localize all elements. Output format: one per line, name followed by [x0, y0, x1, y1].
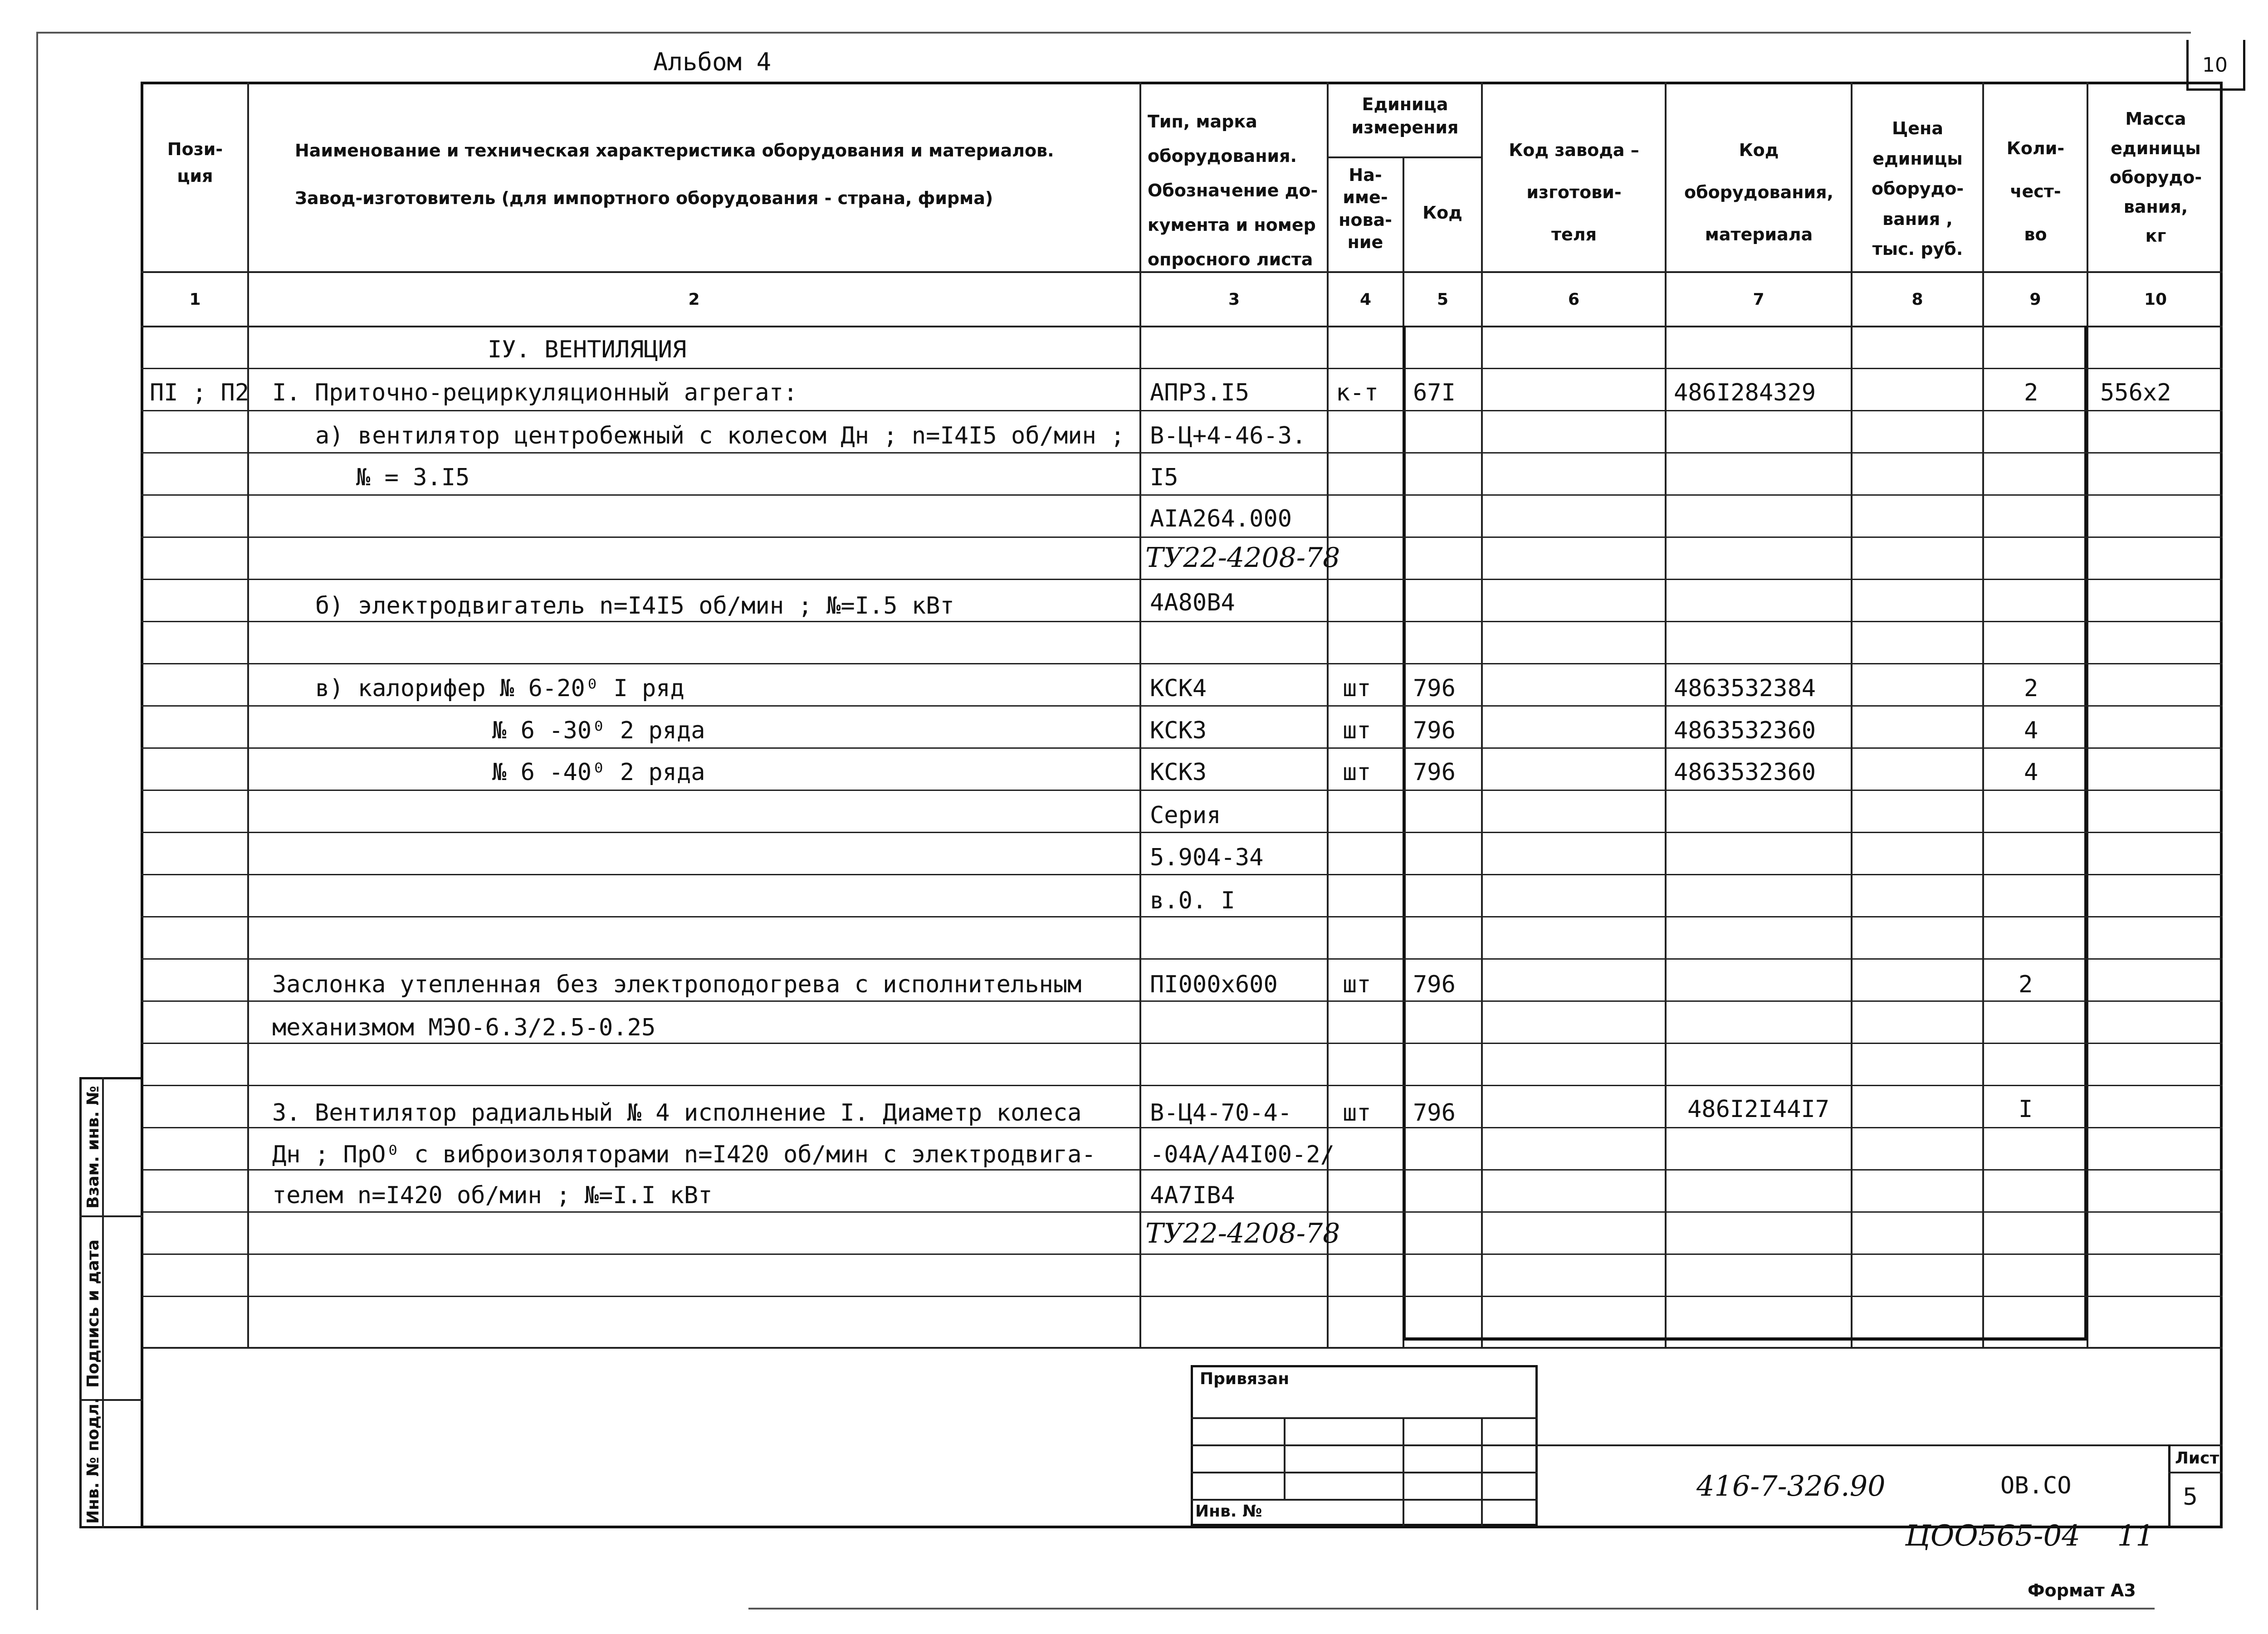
- row9-unit: шт: [1343, 717, 1371, 744]
- row1-mass: 556х2: [2100, 379, 2171, 406]
- outer-bottom-line: [748, 1608, 2155, 1610]
- footer-handwritten-code: ЦОО565-04 11: [1905, 1519, 2154, 1553]
- row9-code: 796: [1413, 717, 1456, 744]
- doc-mark: ОВ.СО: [2000, 1472, 2072, 1499]
- row6-name: б) электродвигатель n=I4I5 об/мин ; №=I.5 кВт: [315, 592, 954, 619]
- page-number: 10: [2202, 54, 2228, 77]
- row18-unit: шт: [1343, 1099, 1371, 1127]
- row-separator: [141, 1127, 2223, 1128]
- album-label: Альбом 4: [653, 48, 772, 76]
- sheet-box-line: [2168, 1472, 2223, 1473]
- row1-name: I. Приточно-рециркуляционный агрегат:: [272, 379, 798, 406]
- row10-equip-code: 4863532360: [1674, 759, 1816, 786]
- colnum-1: 1: [189, 290, 201, 309]
- colnum-6: 6: [1568, 290, 1580, 309]
- row4-type: AIA264.000: [1150, 505, 1292, 532]
- outer-top-line: [36, 32, 2191, 34]
- colnum-4: 4: [1359, 290, 1372, 309]
- section-title: IУ. ВЕНТИЛЯЦИЯ: [488, 336, 687, 363]
- row15-type: ПI000х600: [1150, 971, 1278, 998]
- row18-name: 3. Вентилятор радиальный № 4 исполнение I. Диаметр колеса: [272, 1099, 1082, 1127]
- row3-type: I5: [1150, 464, 1178, 491]
- row-separator: [141, 874, 2223, 875]
- row18-qty: I: [2019, 1096, 2033, 1123]
- row1-type: АПР3.I5: [1150, 379, 1250, 406]
- row8-unit: шт: [1343, 675, 1371, 702]
- row-separator: [141, 1211, 2223, 1213]
- side-label-vzam: Взам. инв. №: [84, 1086, 103, 1209]
- format-label: Формат А3: [2028, 1580, 2136, 1600]
- row9-equip-code: 4863532360: [1674, 717, 1816, 744]
- row8-type: КСК4: [1150, 675, 1207, 702]
- row18-equip-code: 486I2I44I7: [1687, 1096, 1830, 1123]
- header-type: Тип, марка оборудования. Обозначение до- кумента и номер опросного листа: [1148, 112, 1318, 269]
- row12-type: 5.904-34: [1150, 844, 1264, 871]
- row5-type-handwritten: ТУ22-4208-78: [1145, 542, 1340, 574]
- row-separator: [141, 410, 2223, 411]
- colnum-9: 9: [2029, 290, 2041, 309]
- row1-equip-code: 486I284329: [1674, 379, 1816, 406]
- stamp-line-1: [1191, 1417, 1538, 1419]
- row15-name: Заслонка утепленная без электроподогрева с исполнительным: [272, 971, 1082, 998]
- row-separator: [141, 790, 2223, 791]
- stamp-inv-label: Инв. №: [1195, 1502, 1262, 1521]
- header-position: Пози- ция: [167, 139, 223, 186]
- row-separator: [141, 1296, 2223, 1297]
- row-separator: [141, 916, 2223, 917]
- header-factory-code: Код завода – изготови- теля: [1509, 140, 1639, 245]
- row-separator: [141, 663, 2223, 664]
- row9-type: КСК3: [1150, 717, 1207, 744]
- side-split-1: [79, 1215, 143, 1217]
- row-separator: [141, 958, 2223, 960]
- row8-qty: 2: [2024, 675, 2038, 702]
- row19-type: -04А/А4I00-2/: [1150, 1141, 1334, 1168]
- row-separator: [141, 621, 2223, 622]
- row-separator: [141, 452, 2223, 454]
- row1-position: ПI ; П2: [150, 379, 249, 406]
- outer-left-line: [36, 32, 38, 1610]
- row8-equip-code: 4863532384: [1674, 675, 1816, 702]
- side-label-inv-podl: Инв. № подл.: [84, 1397, 103, 1524]
- row10-type: КСК3: [1150, 759, 1207, 786]
- row-separator: [141, 1043, 2223, 1044]
- row2-name: а) вентилятор центробежный с колесом Дн ; n=I4I5 об/мин ;: [315, 422, 1125, 449]
- row15-code: 796: [1413, 971, 1456, 998]
- colnum-8: 8: [1911, 290, 1923, 309]
- header-unit-name: На- име- нова- ние: [1339, 165, 1392, 253]
- row21-type-handwritten: ТУ22-4208-78: [1145, 1218, 1340, 1249]
- row10-code: 796: [1413, 759, 1456, 786]
- stamp-vline-2: [1403, 1417, 1404, 1526]
- row16-name: механизмом МЭО-6.3/2.5-0.25: [272, 1014, 656, 1041]
- col-line-2: [1139, 82, 1141, 1347]
- row2-type: В-Ц+4-46-3.: [1150, 422, 1306, 449]
- colnum-10: 10: [2144, 290, 2167, 309]
- titleblock-top-line: [1538, 1444, 2223, 1446]
- header-mass: Масса единицы оборудо- вания, кг: [2109, 109, 2202, 246]
- stamp-line-2: [1191, 1444, 1538, 1446]
- stamp-line-4: [1191, 1499, 1538, 1501]
- row6-type: 4А80В4: [1150, 589, 1235, 616]
- row1-qty: 2: [2024, 379, 2038, 406]
- row-separator: [141, 1169, 2223, 1171]
- col-line-1: [247, 82, 249, 1347]
- row20-type: 4А7IВ4: [1150, 1182, 1235, 1209]
- row-separator: [141, 705, 2223, 707]
- row15-unit: шт: [1343, 971, 1371, 998]
- stamp-line-3: [1191, 1472, 1538, 1473]
- sheet-label: Лист: [2175, 1449, 2219, 1468]
- row15-qty: 2: [2019, 971, 2033, 998]
- row1-code: 67I: [1413, 379, 1456, 406]
- row13-type: в.0. I: [1150, 887, 1235, 914]
- header-unit-group: Единица измерения: [1351, 94, 1459, 138]
- doc-code: 416-7-326.90: [1696, 1469, 1886, 1502]
- header-equipment-code: Код оборудования, материала: [1684, 140, 1833, 245]
- row-separator: [141, 579, 2223, 580]
- header-quantity: Коли- чест- во: [2006, 138, 2065, 244]
- colnum-3: 3: [1228, 290, 1240, 309]
- row-separator: [141, 368, 2223, 369]
- row9-qty: 4: [2024, 717, 2038, 744]
- row-separator: [141, 832, 2223, 833]
- side-label-podpis: Подпись и дата: [84, 1239, 103, 1388]
- thick-block: [1403, 326, 2087, 1341]
- row10-qty: 4: [2024, 759, 2038, 786]
- stamp-tied-label: Привязан: [1200, 1370, 1290, 1388]
- row8-code: 796: [1413, 675, 1456, 702]
- row-separator: [141, 747, 2223, 749]
- header-price: Цена единицы оборудо- вания , тыс. руб.: [1871, 118, 1964, 259]
- colnum-2: 2: [688, 290, 700, 309]
- row-separator: [141, 1000, 2223, 1002]
- row3-name: № = 3.I5: [356, 464, 470, 491]
- row-separator: [141, 1085, 2223, 1086]
- row18-code: 796: [1413, 1099, 1456, 1127]
- row1-unit: к-т: [1336, 379, 1378, 406]
- row-separator: [141, 537, 2223, 538]
- row20-name: телем n=I420 об/мин ; №=I.I кВт: [272, 1182, 713, 1209]
- row19-name: Дн ; ПрО⁰ с виброизоляторами n=I420 об/мин с электродвига-: [272, 1141, 1096, 1168]
- row18-type: В-Ц4-70-4-: [1150, 1099, 1292, 1127]
- row-separator: [141, 1254, 2223, 1255]
- colnum-5: 5: [1437, 290, 1449, 309]
- header-name: Наименование и техническая характеристика оборудования и материалов. Завод-изготовитель (для импортного оборудования - страна, фирма): [295, 141, 1054, 208]
- sheet-number: 5: [2183, 1483, 2198, 1511]
- row10-name: № 6 -40⁰ 2 ряда: [492, 759, 705, 786]
- row10-unit: шт: [1343, 759, 1371, 786]
- row11-type: Серия: [1150, 802, 1221, 829]
- table-bottom-line: [141, 1347, 2223, 1349]
- header-unit-code: Код: [1422, 203, 1462, 223]
- stamp-vline-3: [1481, 1417, 1483, 1526]
- stamp-vline-1: [1284, 1417, 1286, 1499]
- row-separator: [141, 494, 2223, 496]
- colnum-7: 7: [1753, 290, 1765, 309]
- row9-name: № 6 -30⁰ 2 ряда: [492, 717, 705, 744]
- row8-name: в) калорифер № 6-20⁰ I ряд: [315, 675, 684, 702]
